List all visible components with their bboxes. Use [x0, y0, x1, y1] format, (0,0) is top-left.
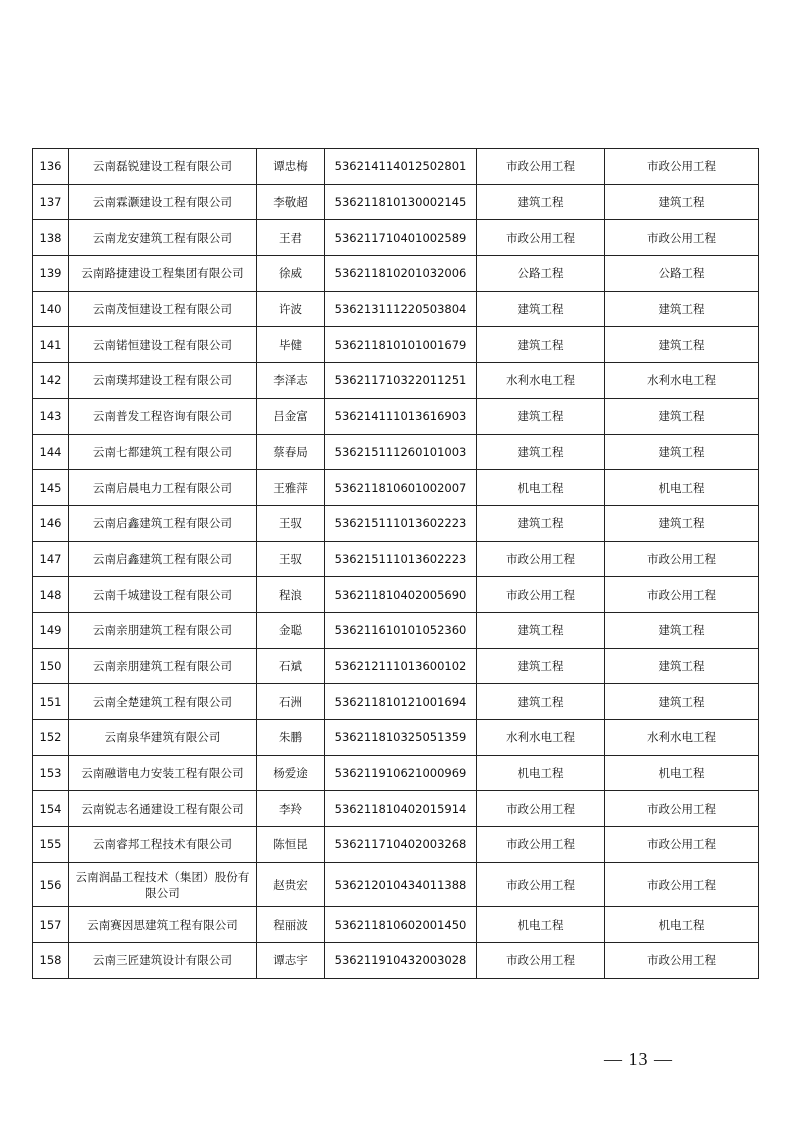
person-name-cell: 许波 [257, 291, 325, 327]
certificate-number-cell: 536212010434011388 [325, 862, 477, 907]
registered-major-cell: 建筑工程 [477, 612, 605, 648]
company-name-cell: 云南磊锐建设工程有限公司 [69, 149, 257, 185]
company-name-cell: 云南路捷建设工程集团有限公司 [69, 256, 257, 292]
qualified-major-cell: 市政公用工程 [605, 149, 759, 185]
registered-major-cell: 建筑工程 [477, 648, 605, 684]
company-name-cell: 云南全楚建筑工程有限公司 [69, 684, 257, 720]
table-row [33, 327, 759, 363]
row-number-cell: 157 [33, 907, 69, 943]
registered-major-cell: 市政公用工程 [477, 541, 605, 577]
table-row [33, 684, 759, 720]
company-name-cell: 云南启晨电力工程有限公司 [69, 470, 257, 506]
row-number-cell: 137 [33, 184, 69, 220]
table-row [33, 755, 759, 791]
company-name-cell: 云南睿邦工程技术有限公司 [69, 827, 257, 863]
registered-major-cell: 建筑工程 [477, 434, 605, 470]
certificate-number-cell: 536211610101052360 [325, 612, 477, 648]
certificate-number-cell: 536215111013602223 [325, 541, 477, 577]
table-row [33, 943, 759, 979]
company-name-cell: 云南启鑫建筑工程有限公司 [69, 505, 257, 541]
qualified-major-cell: 机电工程 [605, 755, 759, 791]
table-row [33, 398, 759, 434]
certificate-number-cell: 536211810402005690 [325, 577, 477, 613]
qualified-major-cell: 市政公用工程 [605, 827, 759, 863]
person-name-cell: 王驭 [257, 505, 325, 541]
person-name-cell: 谭忠梅 [257, 149, 325, 185]
registered-major-cell: 机电工程 [477, 907, 605, 943]
qualified-major-cell: 建筑工程 [605, 505, 759, 541]
certificate-number-cell: 536215111260101003 [325, 434, 477, 470]
certificate-number-cell: 536211810602001450 [325, 907, 477, 943]
row-number-cell: 144 [33, 434, 69, 470]
person-name-cell: 李泽志 [257, 363, 325, 399]
qualified-major-cell: 市政公用工程 [605, 791, 759, 827]
row-number-cell: 145 [33, 470, 69, 506]
registered-major-cell: 建筑工程 [477, 184, 605, 220]
qualified-major-cell: 市政公用工程 [605, 862, 759, 907]
registered-major-cell: 建筑工程 [477, 505, 605, 541]
row-number-cell: 158 [33, 943, 69, 979]
certificate-number-cell: 536213111220503804 [325, 291, 477, 327]
company-name-cell: 云南启鑫建筑工程有限公司 [69, 541, 257, 577]
company-name-cell: 云南霖灏建设工程有限公司 [69, 184, 257, 220]
row-number-cell: 141 [33, 327, 69, 363]
certificate-number-cell: 536211810121001694 [325, 684, 477, 720]
person-name-cell: 李敬超 [257, 184, 325, 220]
registered-major-cell: 建筑工程 [477, 291, 605, 327]
company-name-cell: 云南赛因思建筑工程有限公司 [69, 907, 257, 943]
company-name-cell: 云南千城建设工程有限公司 [69, 577, 257, 613]
person-name-cell: 石洲 [257, 684, 325, 720]
registered-major-cell: 建筑工程 [477, 398, 605, 434]
registered-major-cell: 建筑工程 [477, 327, 605, 363]
table-row [33, 470, 759, 506]
row-number-cell: 152 [33, 720, 69, 756]
person-name-cell: 王雅萍 [257, 470, 325, 506]
row-number-cell: 151 [33, 684, 69, 720]
qualified-major-cell: 市政公用工程 [605, 577, 759, 613]
company-name-cell: 云南锘恒建设工程有限公司 [69, 327, 257, 363]
person-name-cell: 陈恒昆 [257, 827, 325, 863]
row-number-cell: 136 [33, 149, 69, 185]
registered-major-cell: 市政公用工程 [477, 577, 605, 613]
row-number-cell: 138 [33, 220, 69, 256]
certificate-number-cell: 536211710322011251 [325, 363, 477, 399]
row-number-cell: 155 [33, 827, 69, 863]
person-name-cell: 杨爱途 [257, 755, 325, 791]
certificate-number-cell: 536211910432003028 [325, 943, 477, 979]
person-name-cell: 谭志宇 [257, 943, 325, 979]
registered-major-cell: 市政公用工程 [477, 220, 605, 256]
qualified-major-cell: 建筑工程 [605, 398, 759, 434]
row-number-cell: 139 [33, 256, 69, 292]
qualified-major-cell: 市政公用工程 [605, 943, 759, 979]
person-name-cell: 毕健 [257, 327, 325, 363]
table-row [33, 434, 759, 470]
registry-table-body [33, 149, 759, 979]
table-row [33, 612, 759, 648]
row-number-cell: 154 [33, 791, 69, 827]
qualified-major-cell: 建筑工程 [605, 648, 759, 684]
certificate-number-cell: 536212111013600102 [325, 648, 477, 684]
table-row [33, 907, 759, 943]
registered-major-cell: 机电工程 [477, 470, 605, 506]
certificate-number-cell: 536211810201032006 [325, 256, 477, 292]
row-number-cell: 153 [33, 755, 69, 791]
qualified-major-cell: 建筑工程 [605, 327, 759, 363]
table-row [33, 541, 759, 577]
company-name-cell: 云南七都建筑工程有限公司 [69, 434, 257, 470]
qualified-major-cell: 建筑工程 [605, 684, 759, 720]
table-row [33, 363, 759, 399]
row-number-cell: 149 [33, 612, 69, 648]
registered-major-cell: 市政公用工程 [477, 827, 605, 863]
certificate-number-cell: 536211810130002145 [325, 184, 477, 220]
registered-major-cell: 市政公用工程 [477, 943, 605, 979]
registered-major-cell: 市政公用工程 [477, 149, 605, 185]
qualified-major-cell: 公路工程 [605, 256, 759, 292]
person-name-cell: 王驭 [257, 541, 325, 577]
registered-major-cell: 建筑工程 [477, 684, 605, 720]
row-number-cell: 150 [33, 648, 69, 684]
registered-major-cell: 市政公用工程 [477, 791, 605, 827]
certificate-number-cell: 536211810325051359 [325, 720, 477, 756]
row-number-cell: 146 [33, 505, 69, 541]
table-row [33, 827, 759, 863]
qualified-major-cell: 机电工程 [605, 470, 759, 506]
table-row [33, 291, 759, 327]
row-number-cell: 156 [33, 862, 69, 907]
person-name-cell: 王君 [257, 220, 325, 256]
company-name-cell: 云南龙安建筑工程有限公司 [69, 220, 257, 256]
person-name-cell: 赵贵宏 [257, 862, 325, 907]
table-row [33, 577, 759, 613]
qualified-major-cell: 市政公用工程 [605, 541, 759, 577]
registered-major-cell: 公路工程 [477, 256, 605, 292]
person-name-cell: 蔡春局 [257, 434, 325, 470]
person-name-cell: 吕金富 [257, 398, 325, 434]
certificate-number-cell: 536211810601002007 [325, 470, 477, 506]
person-name-cell: 朱鹏 [257, 720, 325, 756]
qualified-major-cell: 机电工程 [605, 907, 759, 943]
table-row [33, 791, 759, 827]
person-name-cell: 程浪 [257, 577, 325, 613]
certificate-number-cell: 536211710401002589 [325, 220, 477, 256]
company-name-cell: 云南茂恒建设工程有限公司 [69, 291, 257, 327]
qualified-major-cell: 建筑工程 [605, 184, 759, 220]
table-row [33, 505, 759, 541]
company-name-cell: 云南三匠建筑设计有限公司 [69, 943, 257, 979]
qualified-major-cell: 建筑工程 [605, 434, 759, 470]
qualified-major-cell: 建筑工程 [605, 291, 759, 327]
table-row [33, 184, 759, 220]
person-name-cell: 金聪 [257, 612, 325, 648]
registry-sheet [32, 148, 758, 979]
company-name-cell: 云南普发工程咨询有限公司 [69, 398, 257, 434]
row-number-cell: 143 [33, 398, 69, 434]
person-name-cell: 程丽波 [257, 907, 325, 943]
registered-major-cell: 水利水电工程 [477, 720, 605, 756]
company-name-cell: 云南泉华建筑有限公司 [69, 720, 257, 756]
qualified-major-cell: 建筑工程 [605, 612, 759, 648]
certificate-number-cell: 536211710402003268 [325, 827, 477, 863]
company-name-cell: 云南润晶工程技术（集团）股份有限公司 [69, 862, 257, 907]
table-row [33, 149, 759, 185]
company-name-cell: 云南璞邦建设工程有限公司 [69, 363, 257, 399]
certificate-number-cell: 536211810402015914 [325, 791, 477, 827]
registered-major-cell: 市政公用工程 [477, 862, 605, 907]
registry-table [32, 148, 759, 979]
row-number-cell: 140 [33, 291, 69, 327]
table-row [33, 648, 759, 684]
person-name-cell: 徐威 [257, 256, 325, 292]
person-name-cell: 石斌 [257, 648, 325, 684]
table-row [33, 720, 759, 756]
company-name-cell: 云南亲朋建筑工程有限公司 [69, 648, 257, 684]
page-number: — 13 — [604, 1049, 673, 1069]
company-name-cell: 云南锐志名通建设工程有限公司 [69, 791, 257, 827]
table-row [33, 256, 759, 292]
company-name-cell: 云南融谐电力安装工程有限公司 [69, 755, 257, 791]
qualified-major-cell: 水利水电工程 [605, 720, 759, 756]
row-number-cell: 148 [33, 577, 69, 613]
company-name-cell: 云南亲朋建筑工程有限公司 [69, 612, 257, 648]
certificate-number-cell: 536211810101001679 [325, 327, 477, 363]
table-row [33, 220, 759, 256]
certificate-number-cell: 536211910621000969 [325, 755, 477, 791]
registered-major-cell: 水利水电工程 [477, 363, 605, 399]
certificate-number-cell: 536214111013616903 [325, 398, 477, 434]
table-row [33, 862, 759, 907]
certificate-number-cell: 536214114012502801 [325, 149, 477, 185]
person-name-cell: 李羚 [257, 791, 325, 827]
qualified-major-cell: 市政公用工程 [605, 220, 759, 256]
registered-major-cell: 机电工程 [477, 755, 605, 791]
row-number-cell: 147 [33, 541, 69, 577]
qualified-major-cell: 水利水电工程 [605, 363, 759, 399]
row-number-cell: 142 [33, 363, 69, 399]
certificate-number-cell: 536215111013602223 [325, 505, 477, 541]
